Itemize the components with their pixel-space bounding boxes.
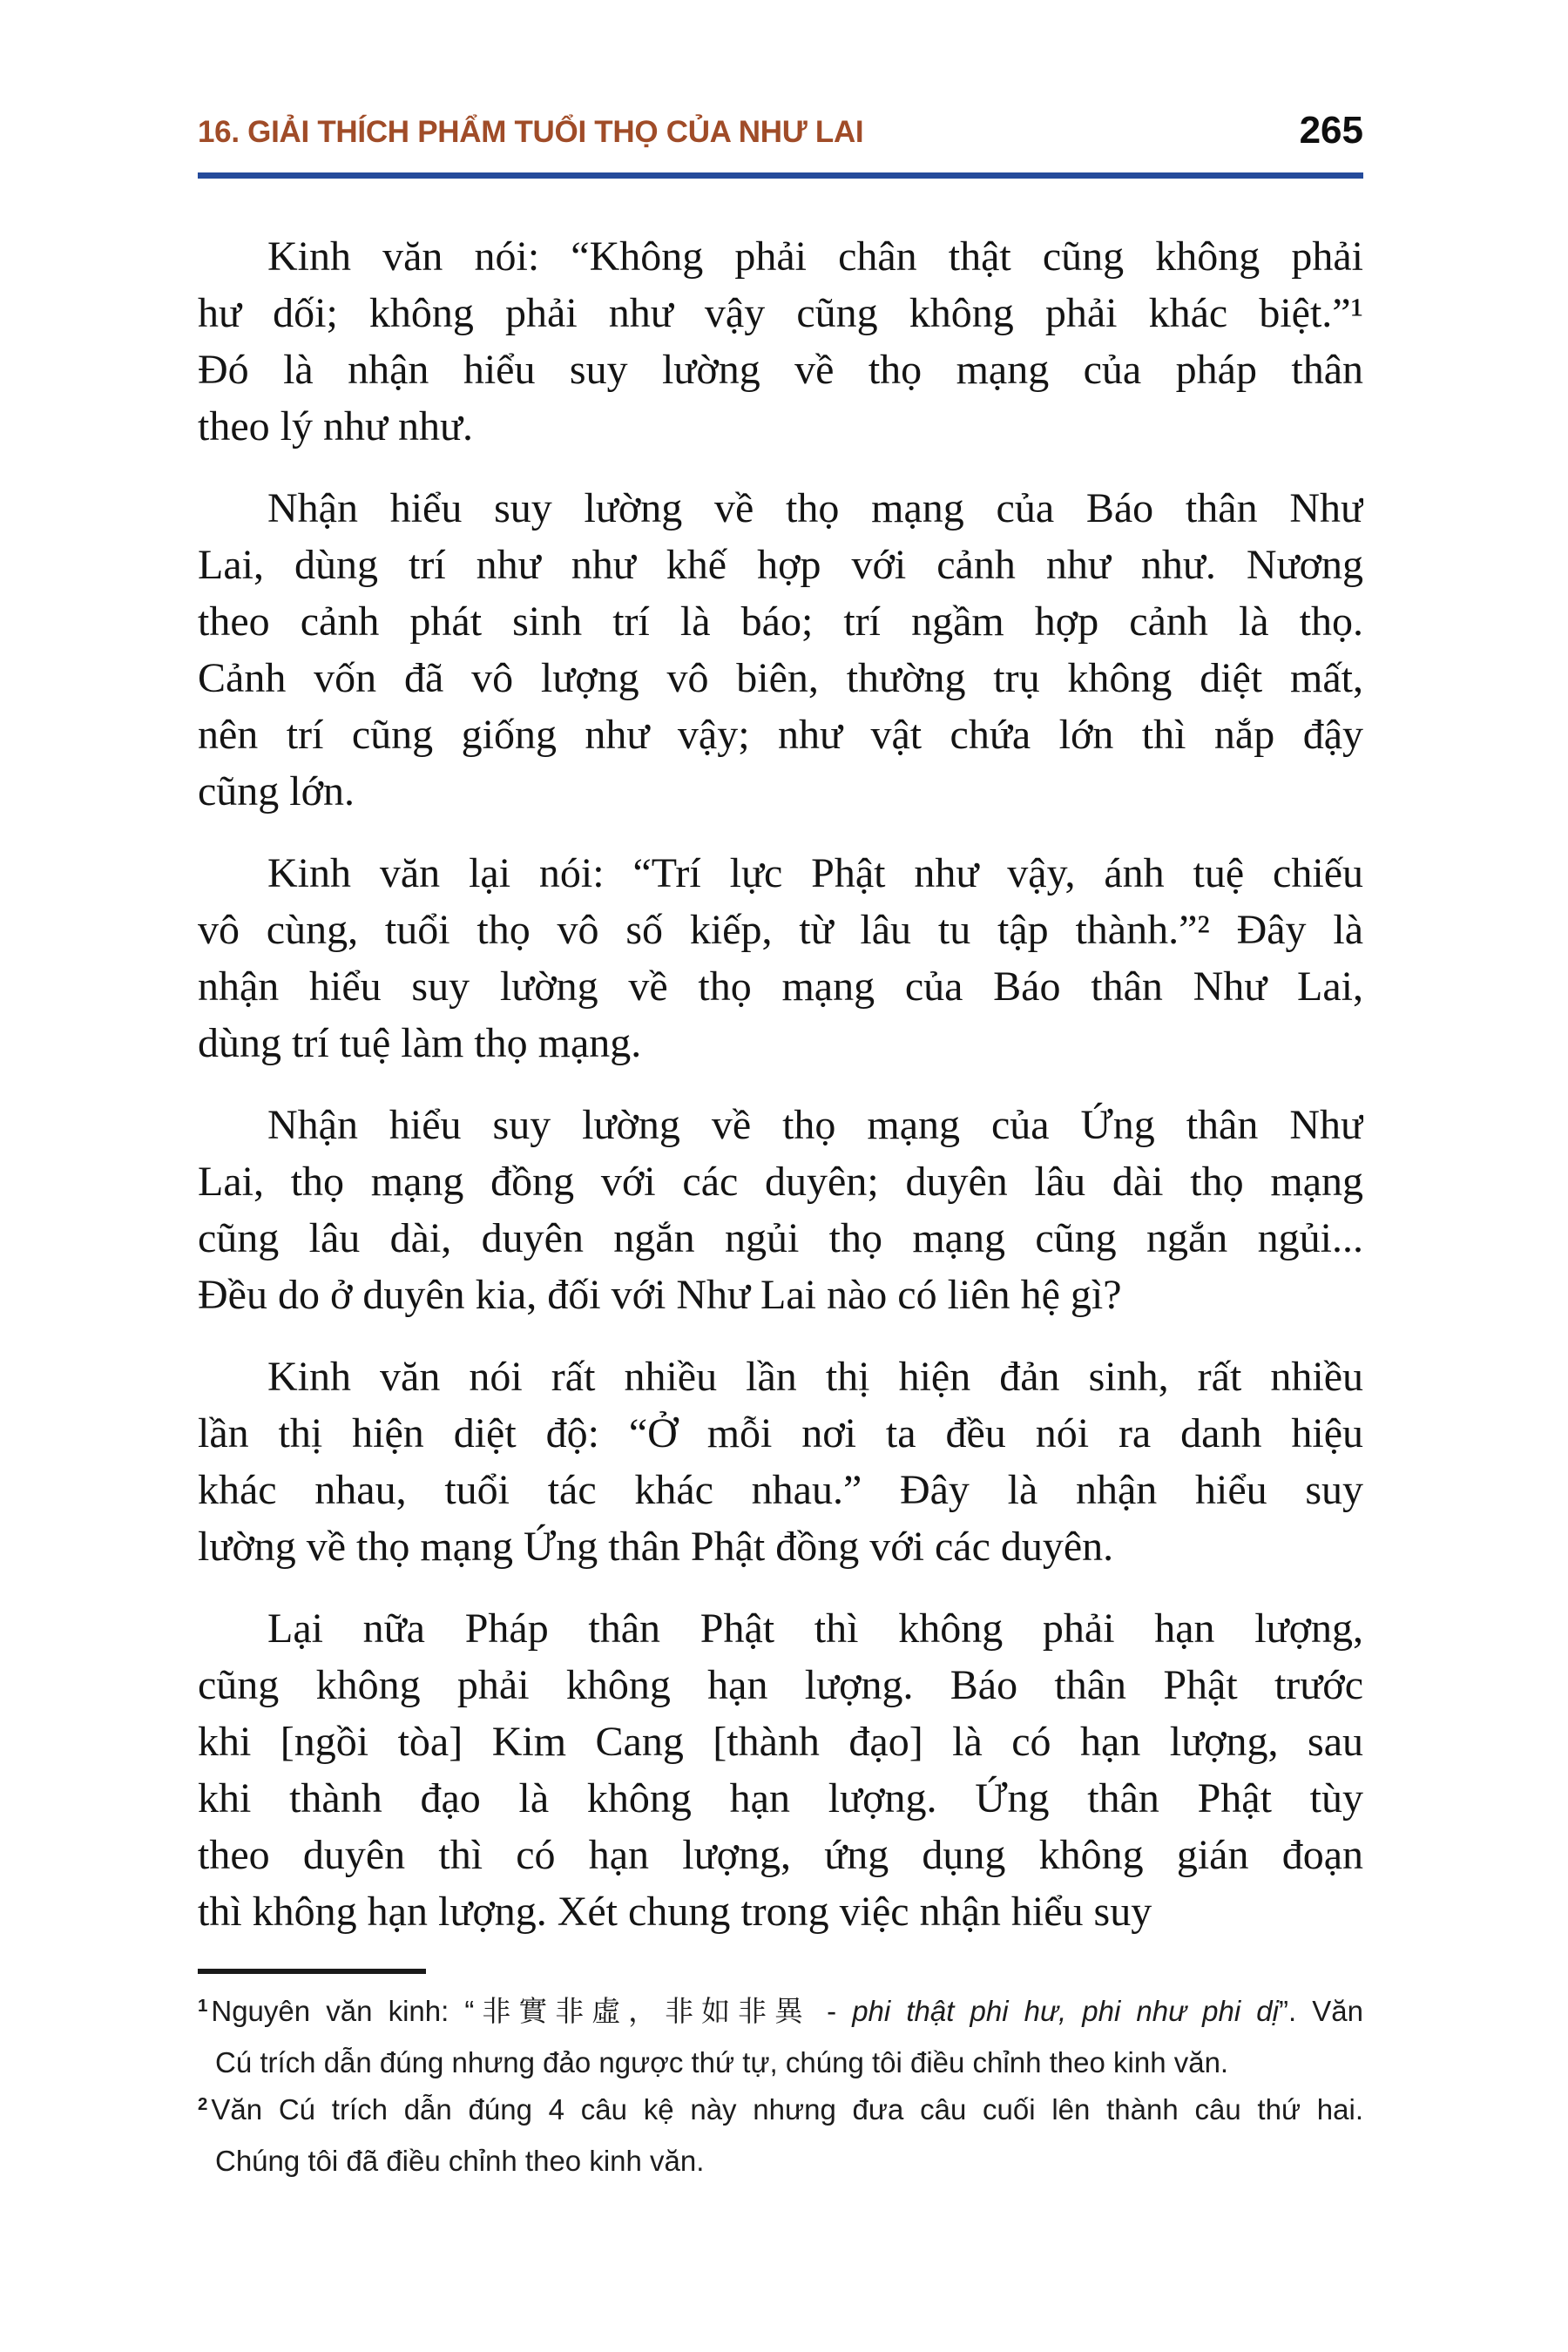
body-line: lường về thọ mạng Ứng thân Phật đồng với các duyên. bbox=[198, 1524, 1114, 1570]
paragraph bbox=[198, 1600, 1363, 1940]
body-line: khi thành đạo là không hạn lượng. Ứng thân Phật tùy bbox=[198, 1775, 1363, 1821]
body-line: Lai, dùng trí như như khế hợp với cảnh như như. Nương bbox=[198, 542, 1363, 588]
paragraph bbox=[198, 1348, 1363, 1575]
page-number: 265 bbox=[1299, 109, 1363, 152]
body-line: theo duyên thì có hạn lượng, ứng dụng không gián đoạn bbox=[198, 1832, 1363, 1878]
body-line: nên trí cũng giống như vậy; như vật chứa lớn thì nắp đậy bbox=[198, 712, 1363, 758]
body-line: Kinh văn lại nói: “Trí lực Phật như vậy, ánh tuệ chiếu bbox=[267, 850, 1363, 896]
body-line: theo cảnh phát sinh trí là báo; trí ngầm hợp cảnh là thọ. bbox=[198, 598, 1363, 645]
body-line: Đều do ở duyên kia, đối với Như Lai nào có liên hệ gì? bbox=[198, 1272, 1122, 1318]
footnotes bbox=[198, 1988, 1363, 2185]
paragraph bbox=[198, 1097, 1363, 1323]
body-line: thì không hạn lượng. Xét chung trong việc nhận hiểu suy bbox=[198, 1889, 1152, 1935]
page-header bbox=[198, 109, 1363, 152]
body-line: Kinh văn nói rất nhiều lần thị hiện đản sinh, rất nhiều bbox=[267, 1354, 1363, 1400]
header-rule-divider bbox=[198, 172, 1363, 179]
footnote-line bbox=[198, 2086, 1363, 2138]
chapter-title: 16. GIẢI THÍCH PHẨM TUỔI THỌ CỦA NHƯ LAI bbox=[198, 115, 864, 149]
body-line: lần thị hiện diệt độ: “Ở mỗi nơi ta đều nói ra danh hiệu bbox=[198, 1410, 1363, 1456]
body-line: nhận hiểu suy lường về thọ mạng của Báo thân Như Lai, bbox=[198, 963, 1363, 1010]
body-line: cũng lớn. bbox=[198, 768, 355, 814]
body-line: khi [ngồi tòa] Kim Cang [thành đạo] là có hạn lượng, sau bbox=[198, 1719, 1363, 1765]
body-line: Nhận hiểu suy lường về thọ mạng của Báo thân Như bbox=[267, 485, 1363, 531]
footnote-line bbox=[198, 1988, 1363, 2039]
body-line: cũng không phải không hạn lượng. Báo thân Phật trước bbox=[198, 1662, 1363, 1708]
paragraph bbox=[198, 228, 1363, 455]
body-line: Kinh văn nói: “Không phải chân thật cũng không phải bbox=[267, 233, 1363, 280]
footnote-marker: 1 bbox=[198, 1995, 208, 2016]
body-line: Đó là nhận hiểu suy lường về thọ mạng của pháp thân bbox=[198, 347, 1363, 393]
body-line: Cảnh vốn đã vô lượng vô biên, thường trụ không diệt mất, bbox=[198, 655, 1363, 701]
footnote-italic-text: phi thật phi hư, phi như phi dị bbox=[852, 1995, 1279, 2027]
paragraph bbox=[198, 480, 1363, 820]
body-line: cũng lâu dài, duyên ngắn ngủi thọ mạng cũng ngắn ngủi... bbox=[198, 1215, 1363, 1261]
body-line: khác nhau, tuổi tác khác nhau.” Đây là nhận hiểu suy bbox=[198, 1467, 1363, 1513]
body-line: Nhận hiểu suy lường về thọ mạng của Ứng thân Như bbox=[267, 1102, 1363, 1148]
footnote-text: Nguyên văn kinh: “非實非虛，非如非異 - bbox=[211, 1995, 853, 2027]
paragraph bbox=[198, 845, 1363, 1071]
body-line: Lai, thọ mạng đồng với các duyên; duyên lâu dài thọ mạng bbox=[198, 1159, 1363, 1205]
body-line: vô cùng, tuổi thọ vô số kiếp, từ lâu tu tập thành.”² Đây là bbox=[198, 907, 1363, 953]
footnote-separator bbox=[198, 1969, 426, 1974]
footnote-text: Cú trích dẫn đúng nhưng đảo ngược thứ tự, chúng tôi điều chỉnh theo kinh văn. bbox=[215, 2046, 1229, 2078]
body-text bbox=[198, 228, 1363, 1965]
body-line: dùng trí tuệ làm thọ mạng. bbox=[198, 1020, 642, 1066]
body-line: theo lý như như. bbox=[198, 403, 474, 449]
footnote-text: Chúng tôi đã điều chỉnh theo kinh văn. bbox=[215, 2145, 705, 2177]
footnote-line bbox=[198, 2039, 1363, 2086]
body-line: hư dối; không phải như vậy cũng không phải khác biệt.”¹ bbox=[198, 290, 1363, 336]
footnote-text: Văn Cú trích dẫn đúng 4 câu kệ này nhưng đưa câu cuối lên thành câu thứ hai. bbox=[211, 2093, 1363, 2126]
footnote-line bbox=[198, 2138, 1363, 2185]
body-line: Lại nữa Pháp thân Phật thì không phải hạn lượng, bbox=[267, 1605, 1363, 1652]
footnote-marker: 2 bbox=[198, 2093, 208, 2114]
footnote-text: ”. Văn bbox=[1279, 1995, 1363, 2027]
